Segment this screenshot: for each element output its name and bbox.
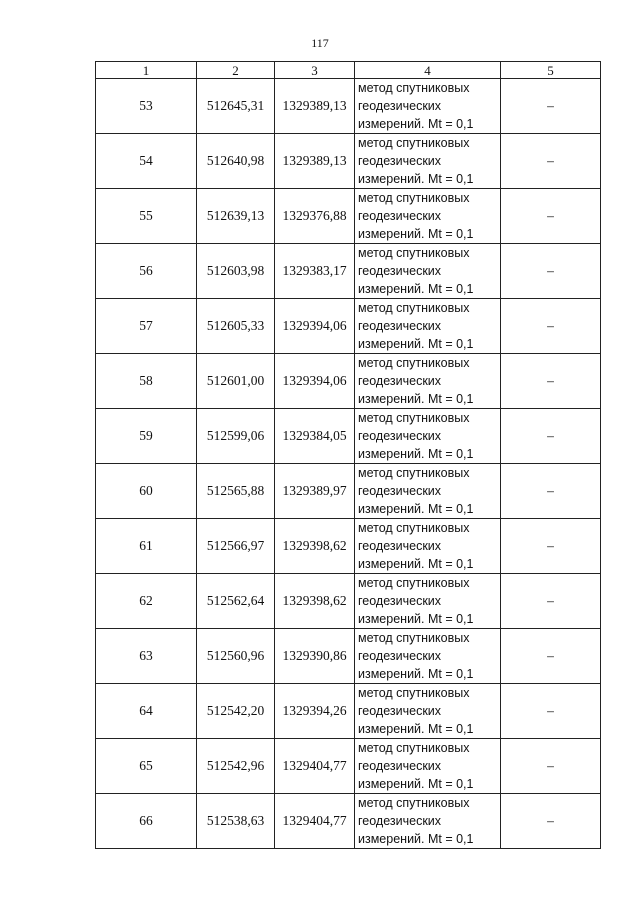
- description-cell: –: [501, 409, 601, 464]
- coordinates-table: [95, 61, 601, 849]
- coordinate-x-cell: 512603,98: [197, 244, 275, 299]
- point-number-cell: 64: [96, 684, 197, 739]
- method-text-line: метод спутниковых: [358, 796, 470, 810]
- description-cell: –: [501, 244, 601, 299]
- point-number-cell: 53: [96, 79, 197, 134]
- method-text-line: измерений. Mt = 0,1: [358, 722, 474, 736]
- description-cell: –: [501, 684, 601, 739]
- description-cell: –: [501, 79, 601, 134]
- method-text-line: геодезических: [358, 814, 442, 828]
- method-text-line: измерений. Mt = 0,1: [358, 832, 474, 846]
- method-text-line: геодезических: [358, 429, 442, 443]
- method-text-line: геодезических: [358, 649, 442, 663]
- coordinate-x-cell: 512565,88: [197, 464, 275, 519]
- method-text-line: геодезических: [358, 374, 442, 388]
- method-text-line: измерений. Mt = 0,1: [358, 282, 474, 296]
- coordinate-y-cell: 1329394,26: [275, 684, 355, 739]
- method-text-line: метод спутниковых: [358, 521, 470, 535]
- method-text-line: измерений. Mt = 0,1: [358, 392, 474, 406]
- point-number-cell: 54: [96, 134, 197, 189]
- description-cell: –: [501, 189, 601, 244]
- method-text-line: измерений. Mt = 0,1: [358, 227, 474, 241]
- method-text-line: измерений. Mt = 0,1: [358, 777, 474, 791]
- column-header-4: 4: [355, 62, 501, 79]
- method-cell: [355, 409, 501, 464]
- coordinate-y-cell: 1329404,77: [275, 739, 355, 794]
- table-header-row: [96, 62, 601, 79]
- method-text-line: измерений. Mt = 0,1: [358, 172, 474, 186]
- point-number-cell: 61: [96, 519, 197, 574]
- description-cell: –: [501, 299, 601, 354]
- method-text-line: измерений. Mt = 0,1: [358, 447, 474, 461]
- column-header-5: 5: [501, 62, 601, 79]
- page-number: 117: [311, 36, 329, 50]
- method-text-line: геодезических: [358, 704, 442, 718]
- method-text-line: метод спутниковых: [358, 356, 470, 370]
- method-text-line: метод спутниковых: [358, 576, 470, 590]
- method-text-line: измерений. Mt = 0,1: [358, 667, 474, 681]
- method-text-line: геодезических: [358, 539, 442, 553]
- method-cell: [355, 299, 501, 354]
- description-cell: –: [501, 354, 601, 409]
- table-row: [96, 354, 601, 409]
- method-cell: [355, 794, 501, 849]
- point-number-cell: 65: [96, 739, 197, 794]
- point-number-cell: 57: [96, 299, 197, 354]
- method-text-line: измерений. Mt = 0,1: [358, 502, 474, 516]
- coordinate-y-cell: 1329383,17: [275, 244, 355, 299]
- method-cell: [355, 739, 501, 794]
- coordinate-x-cell: 512599,06: [197, 409, 275, 464]
- method-text-line: геодезических: [358, 209, 442, 223]
- method-text-line: метод спутниковых: [358, 741, 470, 755]
- column-header-3: 3: [275, 62, 355, 79]
- coordinate-y-cell: 1329376,88: [275, 189, 355, 244]
- coordinate-x-cell: 512538,63: [197, 794, 275, 849]
- description-cell: –: [501, 629, 601, 684]
- coordinate-x-cell: 512542,20: [197, 684, 275, 739]
- table-row: [96, 189, 601, 244]
- coordinate-x-cell: 512640,98: [197, 134, 275, 189]
- coordinate-y-cell: 1329398,62: [275, 574, 355, 629]
- method-cell: [355, 354, 501, 409]
- table-row: [96, 574, 601, 629]
- table-row: [96, 409, 601, 464]
- column-header-1: 1: [96, 62, 197, 79]
- method-text-line: геодезических: [358, 759, 442, 773]
- coordinate-x-cell: 512601,00: [197, 354, 275, 409]
- coordinate-y-cell: 1329398,62: [275, 519, 355, 574]
- method-text-line: геодезических: [358, 99, 442, 113]
- coordinate-y-cell: 1329384,05: [275, 409, 355, 464]
- method-text-line: геодезических: [358, 594, 442, 608]
- description-cell: –: [501, 574, 601, 629]
- coordinate-x-cell: 512639,13: [197, 189, 275, 244]
- coordinate-y-cell: 1329394,06: [275, 354, 355, 409]
- table-row: [96, 134, 601, 189]
- method-cell: [355, 189, 501, 244]
- coordinate-y-cell: 1329389,13: [275, 79, 355, 134]
- description-cell: –: [501, 464, 601, 519]
- point-number-cell: 58: [96, 354, 197, 409]
- coordinate-y-cell: 1329390,86: [275, 629, 355, 684]
- method-cell: [355, 464, 501, 519]
- description-cell: –: [501, 134, 601, 189]
- point-number-cell: 62: [96, 574, 197, 629]
- table-row: [96, 244, 601, 299]
- method-text-line: измерений. Mt = 0,1: [358, 557, 474, 571]
- table-row: [96, 794, 601, 849]
- method-text-line: метод спутниковых: [358, 411, 470, 425]
- table-body: [96, 62, 601, 849]
- method-cell: [355, 629, 501, 684]
- method-text-line: геодезических: [358, 154, 442, 168]
- point-number-cell: 60: [96, 464, 197, 519]
- method-text-line: метод спутниковых: [358, 301, 470, 315]
- table-row: [96, 79, 601, 134]
- method-text-line: метод спутниковых: [358, 246, 470, 260]
- method-text-line: геодезических: [358, 319, 442, 333]
- coordinate-y-cell: 1329404,77: [275, 794, 355, 849]
- method-text-line: метод спутниковых: [358, 686, 470, 700]
- description-cell: –: [501, 519, 601, 574]
- table-row: [96, 299, 601, 354]
- coordinate-x-cell: 512645,31: [197, 79, 275, 134]
- table-row: [96, 629, 601, 684]
- method-cell: [355, 519, 501, 574]
- method-cell: [355, 134, 501, 189]
- method-text-line: метод спутниковых: [358, 191, 470, 205]
- coordinate-x-cell: 512605,33: [197, 299, 275, 354]
- coordinate-x-cell: 512562,64: [197, 574, 275, 629]
- coordinate-x-cell: 512566,97: [197, 519, 275, 574]
- method-text-line: измерений. Mt = 0,1: [358, 612, 474, 626]
- method-cell: [355, 79, 501, 134]
- coordinate-y-cell: 1329389,97: [275, 464, 355, 519]
- table-row: [96, 739, 601, 794]
- method-text-line: геодезических: [358, 264, 442, 278]
- point-number-cell: 56: [96, 244, 197, 299]
- description-cell: –: [501, 739, 601, 794]
- method-text-line: измерений. Mt = 0,1: [358, 337, 474, 351]
- method-cell: [355, 684, 501, 739]
- coordinate-y-cell: 1329394,06: [275, 299, 355, 354]
- coordinate-x-cell: 512560,96: [197, 629, 275, 684]
- method-text-line: геодезических: [358, 484, 442, 498]
- method-text-line: метод спутниковых: [358, 136, 470, 150]
- method-cell: [355, 244, 501, 299]
- method-text-line: метод спутниковых: [358, 631, 470, 645]
- method-text-line: метод спутниковых: [358, 81, 470, 95]
- coordinate-x-cell: 512542,96: [197, 739, 275, 794]
- point-number-cell: 55: [96, 189, 197, 244]
- point-number-cell: 59: [96, 409, 197, 464]
- point-number-cell: 63: [96, 629, 197, 684]
- description-cell: –: [501, 794, 601, 849]
- column-header-2: 2: [197, 62, 275, 79]
- method-text-line: измерений. Mt = 0,1: [358, 117, 474, 131]
- method-cell: [355, 574, 501, 629]
- coordinate-y-cell: 1329389,13: [275, 134, 355, 189]
- table-row: [96, 519, 601, 574]
- point-number-cell: 66: [96, 794, 197, 849]
- method-text-line: метод спутниковых: [358, 466, 470, 480]
- table-row: [96, 684, 601, 739]
- table-row: [96, 464, 601, 519]
